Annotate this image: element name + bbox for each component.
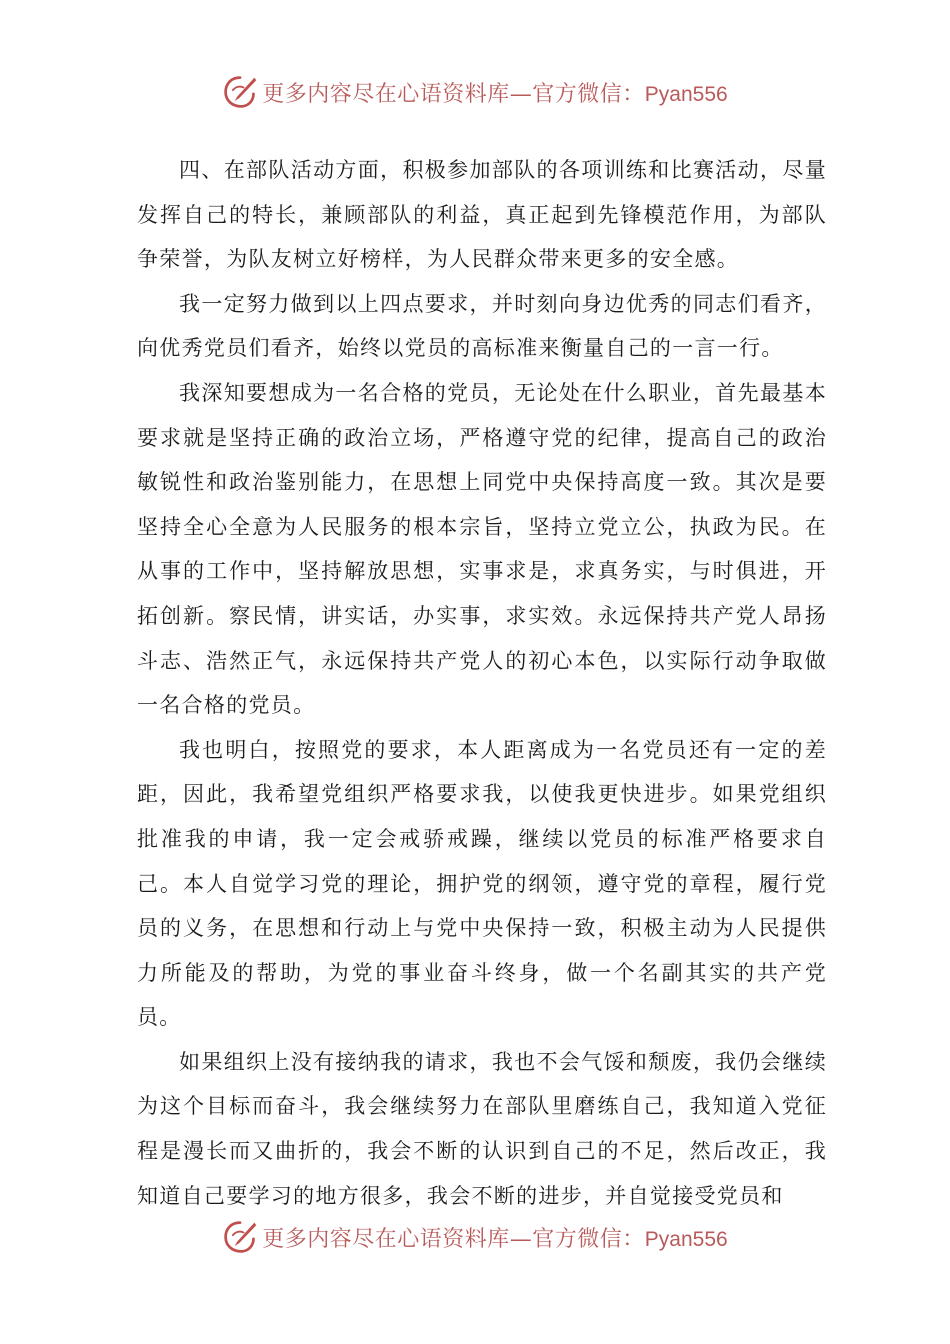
footer-text: 更多内容尽在心语资料库—官方微信：Pyan556 [262, 1226, 728, 1252]
paragraph-3: 我深知要想成为一名合格的党员，无论处在什么职业，首先最基本要求就是坚持正确的政治立场，严格遵守党的纪律，提高自己的政治敏锐性和政治鉴别能力，在思想上同党中央保持高度一致。其次是要坚持全心全意为人民服务的根本宗旨，坚持立党立公，执政为民。在从事的工作中，坚持解放思想，实事求是，求真务实，与时俱进，开拓创新。察民情，讲实话，办实事，求实效。永远保持共产党人昂扬斗志、浩然正气，永远保持共产党人的初心本色，以实际行动争取做一名合格的党员。 [137, 380, 827, 718]
document-body [137, 148, 827, 1218]
header-wechat-id: Pyan556 [644, 82, 728, 106]
header-banner [0, 70, 950, 114]
paragraph-4: 我也明白，按照党的要求，本人距离成为一名党员还有一定的差距，因此，我希望党组织严格要求我，以使我更快进步。如果党组织批准我的申请，我一定会戒骄戒躁，继续以党员的标准严格要求自己。本人自觉学习党的理论，拥护党的纲领，遵守党的章程，履行党员的义务，在思想和行动上与党中央保持一致，积极主动为人民提供力所能及的帮助，为党的事业奋斗终身，做一个名副其实的共产党员。 [137, 737, 827, 1030]
footer-wechat-id: Pyan556 [644, 1227, 728, 1251]
header-text: 更多内容尽在心语资料库—官方微信：Pyan556 [262, 81, 728, 107]
paragraph-5: 如果组织上没有接纳我的请求，我也不会气馁和颓废，我仍会继续为这个目标而奋斗，我会继续努力在部队里磨练自己，我知道入党征程是漫长而又曲折的，我会不断的认识到自己的不足，然后改正，我知道自己要学习的地方很多，我会不断的进步，并自觉接受党员和 [137, 1049, 827, 1208]
pen-logo-icon [222, 74, 258, 110]
pen-logo-icon [222, 1219, 258, 1255]
paragraph-2: 我一定努力做到以上四点要求，并时刻向身边优秀的同志们看齐，向优秀党员们看齐，始终以党员的高标准来衡量自己的一言一行。 [137, 291, 827, 361]
paragraph-1: 四、在部队活动方面，积极参加部队的各项训练和比赛活动，尽量发挥自己的特长，兼顾部队的利益，真正起到先锋模范作用，为部队争荣誉，为队友树立好榜样，为人民群众带来更多的安全感。 [137, 158, 827, 272]
footer-banner [0, 1215, 950, 1259]
